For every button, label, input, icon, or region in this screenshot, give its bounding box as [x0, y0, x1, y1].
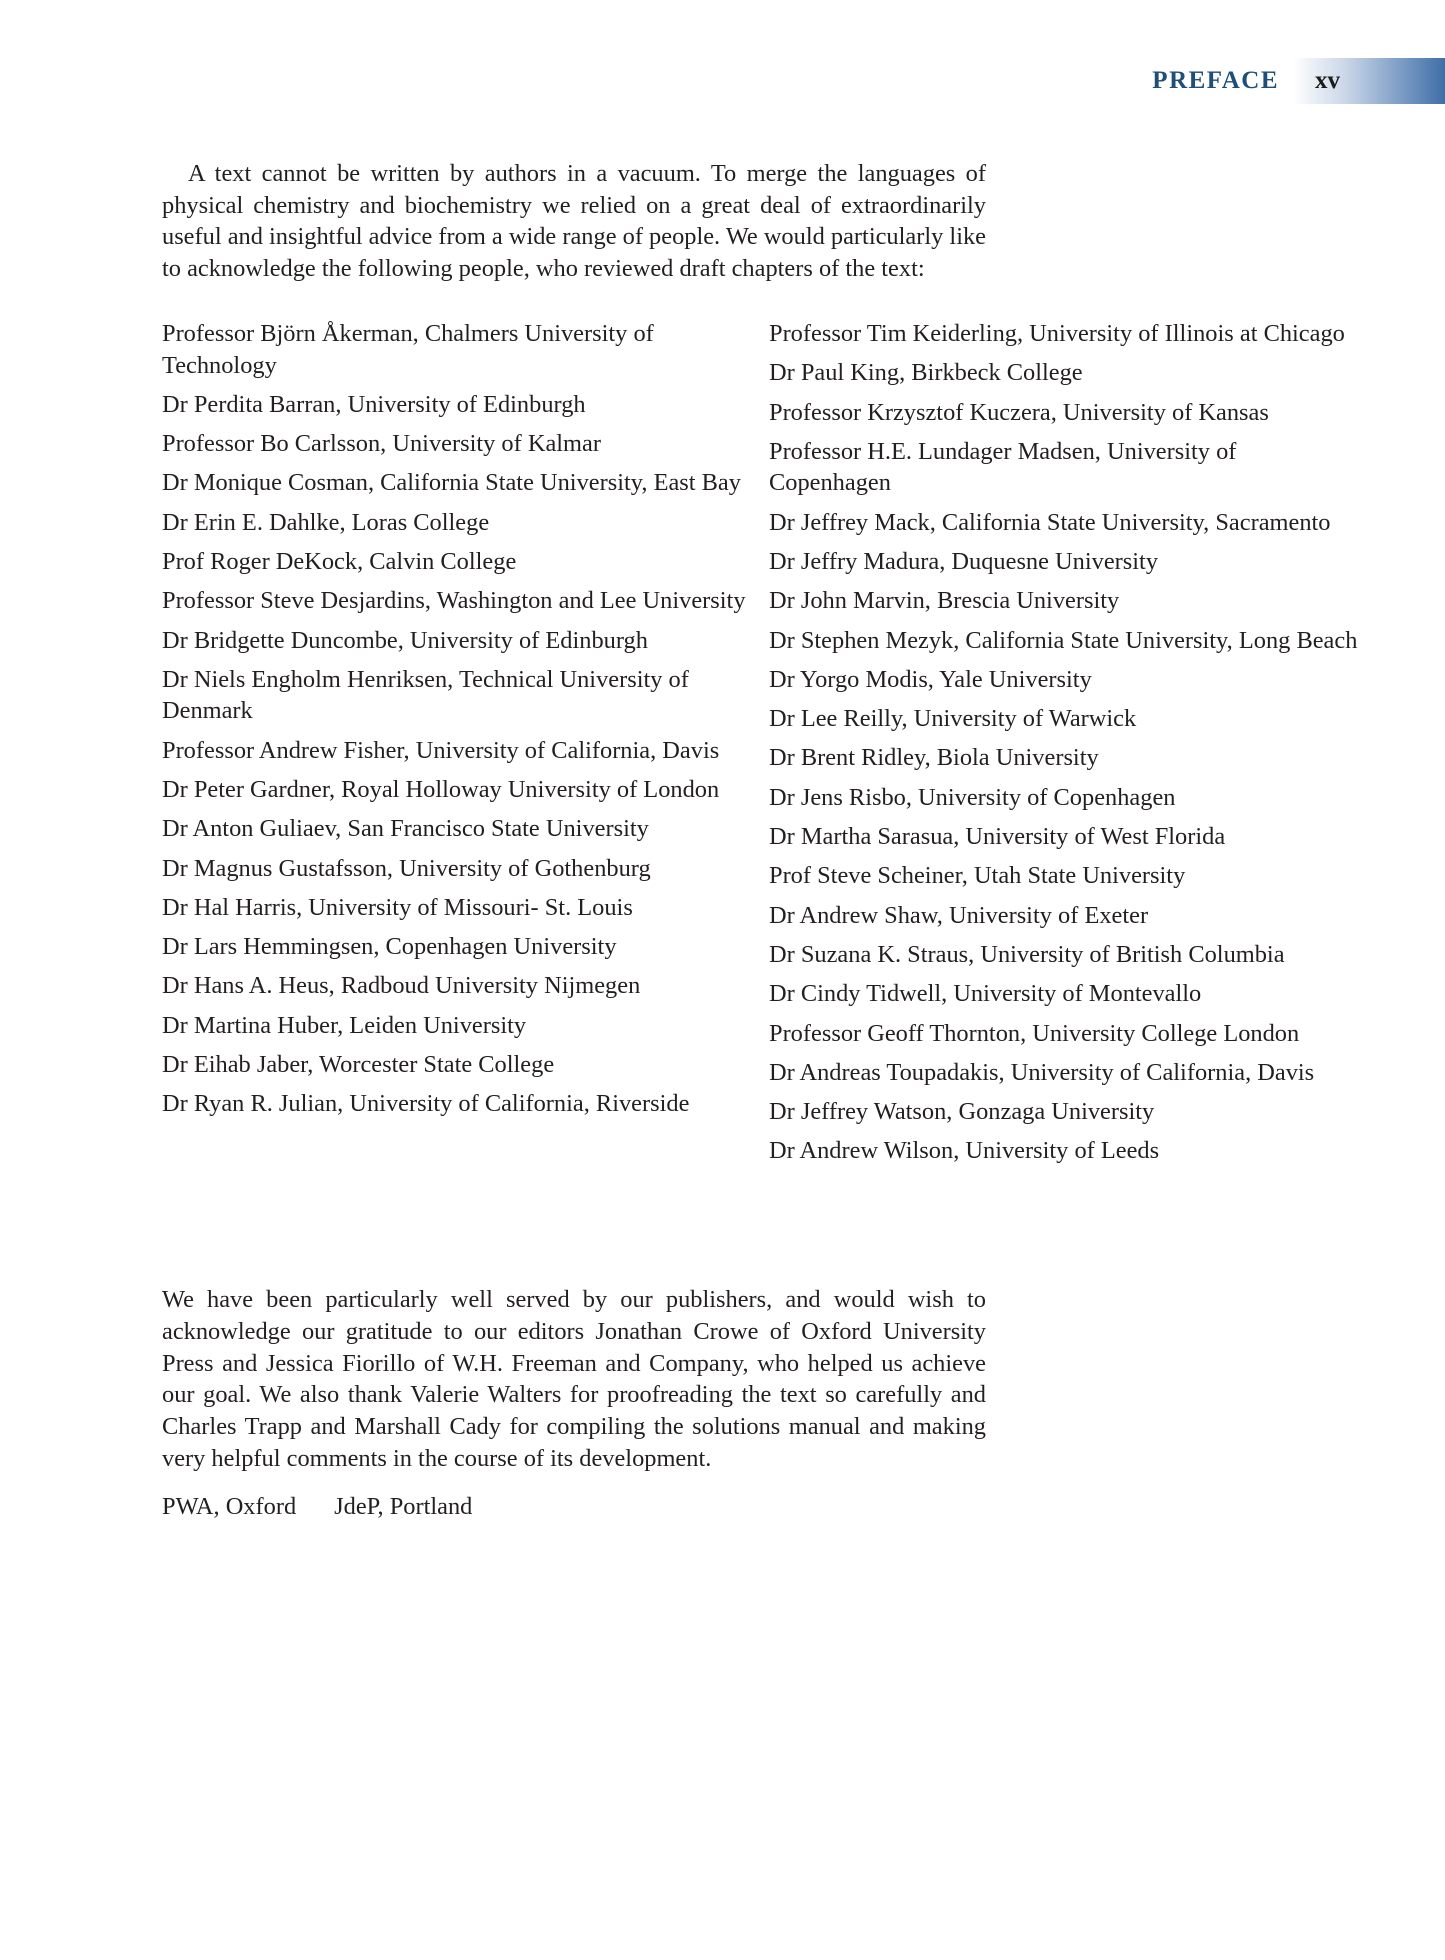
folio-band [1293, 58, 1445, 104]
reviewer-entry: Dr Perdita Barran, University of Edinburgh [162, 390, 586, 418]
reviewer-entry: Professor Bo Carlsson, University of Kalmar [162, 430, 601, 458]
reviewer-entry: Dr Hans A. Heus, Radboud University Nijmegen [162, 972, 641, 1000]
reviewer-list [162, 318, 1362, 1175]
reviewer-entry: Dr Hal Harris, University of Missouri- St. Louis [162, 893, 633, 921]
reviewer-entry: Professor Andrew Fisher, University of California, Davis [162, 736, 720, 764]
reviewer-entry: Dr Cindy Tidwell, University of Montevallo [769, 980, 1202, 1008]
reviewer-entry: Professor Björn Åkerman, Chalmers University of Technology [162, 320, 654, 379]
section-title: PREFACE [1152, 67, 1279, 94]
intro-paragraph: A text cannot be written by authors in a vacuum. To merge the languages of physical chemistry and biochemistry we relied on a great deal of extraordinarily useful and insightful advice from a wide range of people. We would particularly like to acknowledge the following people, who reviewed draft chapters of the text: [162, 160, 986, 282]
reviewer-entry: Dr Andreas Toupadakis, University of California, Davis [769, 1058, 1315, 1086]
reviewer-entry: Dr Lars Hemmingsen, Copenhagen University [162, 933, 617, 961]
signoff [162, 1491, 472, 1523]
reviewer-entry: Prof Roger DeKock, Calvin College [162, 547, 517, 575]
reviewer-entry: Dr Stephen Mezyk, California State University, Long Beach [769, 626, 1358, 654]
reviewer-entry: Dr Martina Huber, Leiden University [162, 1011, 527, 1039]
reviewer-entry: Dr John Marvin, Brescia University [769, 587, 1120, 615]
reviewer-entry: Dr Bridgette Duncombe, University of Edinburgh [162, 626, 648, 654]
reviewer-entry: Dr Eihab Jaber, Worcester State College [162, 1051, 555, 1079]
page-number: xv [1315, 67, 1340, 94]
reviewer-entry: Professor Geoff Thornton, University College London [769, 1019, 1300, 1047]
reviewer-entry: Dr Ryan R. Julian, University of California, Riverside [162, 1090, 690, 1118]
reviewer-entry: Dr Lee Reilly, University of Warwick [769, 705, 1137, 733]
reviewer-entry: Dr Jeffrey Watson, Gonzaga University [769, 1098, 1155, 1126]
reviewer-entry: Dr Magnus Gustafsson, University of Gothenburg [162, 854, 651, 882]
reviewer-entry: Dr Jeffrey Mack, California State University, Sacramento [769, 508, 1331, 536]
reviewer-column-right [769, 318, 1362, 1175]
reviewer-entry: Dr Anton Guliaev, San Francisco State University [162, 815, 649, 843]
running-head [1152, 58, 1445, 104]
reviewer-entry: Dr Andrew Shaw, University of Exeter [769, 901, 1149, 929]
reviewer-entry: Professor Steve Desjardins, Washington and Lee University [162, 587, 746, 615]
reviewer-entry: Dr Monique Cosman, California State University, East Bay [162, 469, 741, 497]
reviewer-entry: Dr Paul King, Birkbeck College [769, 359, 1083, 387]
reviewer-column-left [162, 318, 769, 1175]
reviewer-entry: Dr Brent Ridley, Biola University [769, 744, 1099, 772]
reviewer-entry: Dr Niels Engholm Henriksen, Technical University of Denmark [162, 665, 689, 725]
reviewer-entry: Professor Krzysztof Kuczera, University of Kansas [769, 398, 1269, 426]
reviewer-entry: Dr Yorgo Modis, Yale University [769, 665, 1092, 693]
signoff-author-2: JdeP, Portland [334, 1493, 473, 1520]
reviewer-entry: Dr Andrew Wilson, University of Leeds [769, 1137, 1160, 1165]
signoff-author-1: PWA, Oxford [162, 1493, 297, 1520]
reviewer-entry: Dr Jens Risbo, University of Copenhagen [769, 783, 1176, 811]
reviewer-entry: Prof Steve Scheiner, Utah State University [769, 862, 1186, 890]
reviewer-entry: Dr Jeffry Madura, Duquesne University [769, 547, 1159, 575]
closing-paragraph: We have been particularly well served by our publishers, and would wish to acknowledge our gratitude to our editors Jonathan Crowe of Oxford University Press and Jessica Fiorillo of W.H. Freeman and Company, who helped us achieve our goal. We also thank Valerie Walters for proofreading the text so carefully and Charles Trapp and Marshall Cady for compiling the solutions manual and making very helpful comments in the course of its development. [162, 1286, 986, 1472]
reviewer-entry: Dr Erin E. Dahlke, Loras College [162, 508, 490, 536]
reviewer-entry: Dr Martha Sarasua, University of West Florida [769, 823, 1226, 851]
reviewer-entry: Professor H.E. Lundager Madsen, University of Copenhagen [769, 437, 1237, 497]
reviewer-entry: Dr Suzana K. Straus, University of British Columbia [769, 940, 1285, 968]
reviewer-entry: Dr Peter Gardner, Royal Holloway University of London [162, 775, 720, 803]
reviewer-entry: Professor Tim Keiderling, University of Illinois at Chicago [769, 320, 1345, 347]
